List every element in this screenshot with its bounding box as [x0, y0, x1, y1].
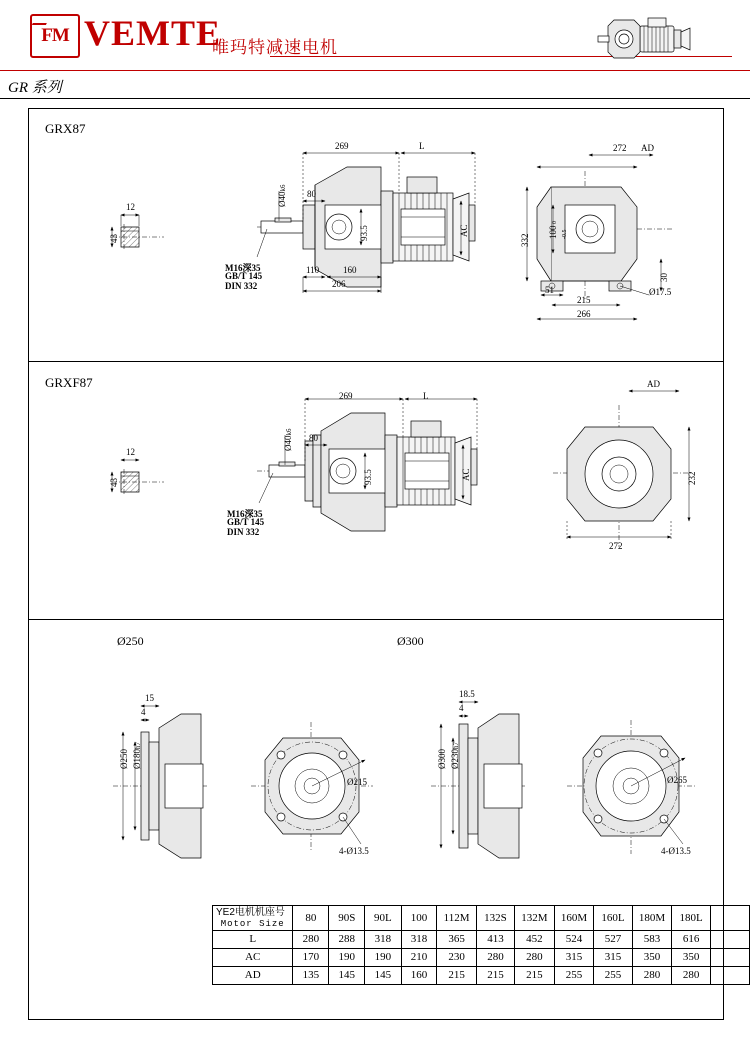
cell-ad-9: 280: [632, 966, 672, 984]
dim-AD-s2: AD: [647, 379, 660, 389]
flange-label-left: Ø250: [117, 634, 144, 648]
dim-4-s3: 4: [141, 707, 146, 717]
cell-ac-1: 190: [329, 948, 365, 966]
col-header-90s: 90S: [329, 906, 365, 931]
cell-ad-5: 215: [476, 966, 514, 984]
col-header-80: 80: [293, 906, 329, 931]
page-header: [0, 0, 750, 72]
cell-ad-6: 215: [515, 966, 555, 984]
dim-215-s1: 215: [577, 295, 591, 305]
cell-ad-0: 135: [293, 966, 329, 984]
dim-232-s2: 232: [687, 471, 697, 485]
col-header-90l: 90L: [365, 906, 401, 931]
dim-d265-s4: Ø265: [667, 775, 687, 785]
cell-l-8: 527: [594, 930, 632, 948]
cell-ac-8: 315: [594, 948, 632, 966]
cell-ad-8: 255: [594, 966, 632, 984]
corner-header-line1: YE2电机机座号: [216, 907, 285, 918]
logo-text: FM: [41, 25, 69, 46]
row-label-ad: AD: [213, 966, 293, 984]
dim-4xd13.5-s4: 4-Ø13.5: [661, 846, 691, 856]
cell-ac-2: 190: [365, 948, 401, 966]
cell-ac-3: 210: [401, 948, 437, 966]
dim-272-s2: 272: [609, 541, 623, 551]
dim-51-s1: 51: [545, 285, 554, 295]
dim-43-s2: 43: [109, 478, 119, 487]
specification-table: [212, 905, 750, 985]
dim-80-s1: 80: [307, 189, 316, 199]
drawing-flanges: [29, 654, 723, 884]
dim-110-s1: 110: [306, 265, 320, 275]
dim-332-s1: 332: [520, 233, 530, 247]
cell-ad-10: 280: [672, 966, 710, 984]
dim-12-s2: 12: [126, 447, 135, 457]
dim-43-s1: 43: [109, 234, 119, 243]
table-trailing-cell-ac: [710, 948, 749, 966]
col-header-112m: 112M: [437, 906, 476, 931]
cell-l-3: 318: [401, 930, 437, 948]
flange-label-right: Ø300: [397, 634, 424, 648]
dim-L-s2: L: [423, 391, 429, 401]
cell-ac-4: 230: [437, 948, 476, 966]
cell-l-4: 365: [437, 930, 476, 948]
dim-AC-s2: AC: [461, 468, 471, 481]
series-title: GR 系列: [8, 80, 62, 96]
dim-272-s1: 272: [613, 143, 627, 153]
dim-266-s1: 266: [577, 309, 591, 319]
drawing-grxf87: [29, 361, 723, 619]
dim-93.5-s2: 93.5: [363, 469, 373, 485]
cell-ad-7: 255: [554, 966, 594, 984]
cell-l-7: 524: [554, 930, 594, 948]
dim-d17.5-s1: Ø17.5: [649, 287, 672, 297]
dim-206-s1: 206: [332, 279, 346, 289]
dim-d250-s3: Ø250: [119, 749, 129, 769]
col-header-160l: 160L: [594, 906, 632, 931]
section-divider-2: [29, 619, 723, 620]
cell-l-1: 288: [329, 930, 365, 948]
thread-note-3-s1: DIN 332: [225, 281, 258, 291]
cell-ad-1: 145: [329, 966, 365, 984]
dim-160-s1: 160: [343, 265, 357, 275]
title-divider: [0, 98, 750, 99]
cell-ad-3: 160: [401, 966, 437, 984]
dim-18.5-s4: 18.5: [459, 689, 475, 699]
col-header-132s: 132S: [476, 906, 514, 931]
col-header-132m: 132M: [515, 906, 555, 931]
cell-ac-6: 280: [515, 948, 555, 966]
dim-93.5-s1: 93.5: [359, 225, 369, 241]
dim-d300-s4: Ø300: [437, 749, 447, 769]
cell-ac-0: 170: [293, 948, 329, 966]
table-row: [213, 948, 750, 966]
dim-269-s2: 269: [339, 391, 353, 401]
col-header-160m: 160M: [554, 906, 594, 931]
thread-note-1-s2: M16深35: [227, 509, 263, 519]
table-row: [213, 930, 750, 948]
cell-ac-5: 280: [476, 948, 514, 966]
table-corner-header: [213, 906, 293, 931]
dim-269-s1: 269: [335, 141, 349, 151]
gear-motor-icon: [596, 14, 700, 64]
cell-l-9: 583: [632, 930, 672, 948]
dim-30-s1: 30: [659, 273, 669, 282]
thread-note-2-s1: GB/T 145: [225, 271, 263, 281]
col-header-180l: 180L: [672, 906, 710, 931]
dim-4xd13.5-s3: 4-Ø13.5: [339, 846, 369, 856]
table-trailing-cell-l: [710, 930, 749, 948]
brand-name: VEMTE: [84, 13, 222, 53]
dim-100-s1: 100 0 -0.5: [548, 221, 568, 239]
col-header-100: 100: [401, 906, 437, 931]
brand-name-cn: 唯玛特减速电机: [212, 38, 338, 57]
corner-header-line2: Motor Size: [220, 918, 285, 929]
thread-note-1-s1: M16深35: [225, 263, 261, 273]
dim-80-s2: 80: [309, 433, 318, 443]
table-trailing-cell-ad: [710, 966, 749, 984]
dim-L-s1: L: [419, 141, 425, 151]
table-trailing-cell-header: [710, 906, 749, 931]
cell-l-5: 413: [476, 930, 514, 948]
dim-d180-s3: Ø180h7: [132, 742, 142, 769]
cell-ad-2: 145: [365, 966, 401, 984]
dim-d215-s3: Ø215: [347, 777, 367, 787]
cell-l-0: 280: [293, 930, 329, 948]
table-row: [213, 966, 750, 984]
dim-d230-s4: Ø230h7: [450, 742, 460, 769]
row-label-l: L: [213, 930, 293, 948]
cell-l-2: 318: [365, 930, 401, 948]
row-label-ac: AC: [213, 948, 293, 966]
col-header-180m: 180M: [632, 906, 672, 931]
cell-l-6: 452: [515, 930, 555, 948]
thread-note-2-s2: GB/T 145: [227, 517, 265, 527]
cell-ac-10: 350: [672, 948, 710, 966]
dim-d40-s1: Ø40k6: [277, 184, 287, 207]
cell-ac-9: 350: [632, 948, 672, 966]
table-header-row: [213, 906, 750, 931]
header-rule-bottom: [0, 70, 750, 71]
dim-12-s1: 12: [126, 202, 135, 212]
cell-ad-4: 215: [437, 966, 476, 984]
dim-15-s3: 15: [145, 693, 154, 703]
dim-4-s4: 4: [459, 703, 464, 713]
dim-AC-s1: AC: [459, 224, 469, 237]
drawing-frame: [28, 108, 724, 1020]
dim-AD-s1: AD: [641, 143, 654, 153]
section-label-grx87: GRX87: [45, 121, 86, 136]
cell-ac-7: 315: [554, 948, 594, 966]
cell-l-10: 616: [672, 930, 710, 948]
thread-note-3-s2: DIN 332: [227, 527, 260, 537]
dim-d40-s2: Ø40k6: [283, 428, 293, 451]
section-label-grxf87: GRXF87: [45, 375, 93, 390]
